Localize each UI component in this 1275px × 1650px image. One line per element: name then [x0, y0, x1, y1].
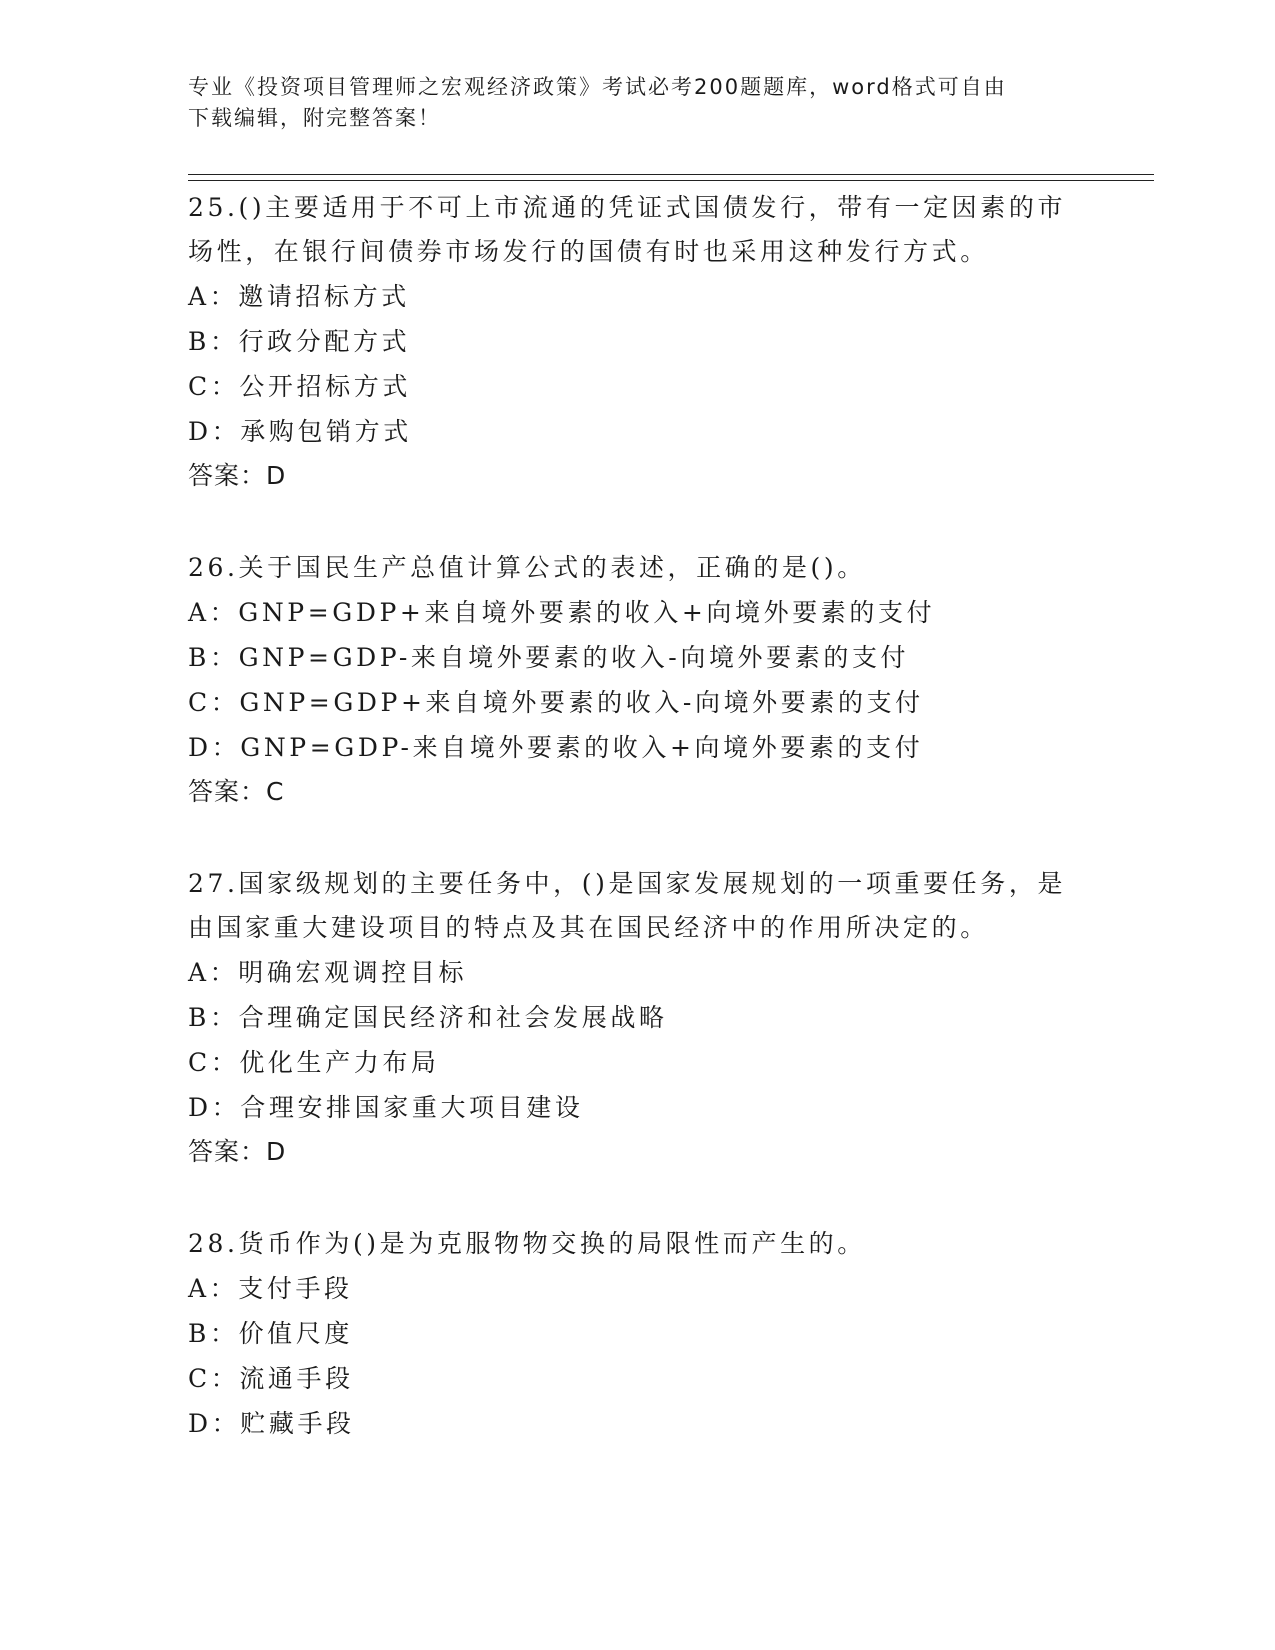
answer-line: 答案：D: [188, 1137, 287, 1166]
document-header: [188, 72, 1088, 134]
option-c: C：优化生产力布局: [188, 1048, 440, 1077]
question-stem-line: 25.()主要适用于不可上市流通的凭证式国债发行，带有一定因素的市: [188, 193, 1067, 222]
option-a: A：邀请招标方式: [188, 282, 410, 311]
question-stem-line: 由国家重大建设项目的特点及其在国民经济中的作用所决定的。: [188, 913, 989, 942]
question-25: [188, 186, 1088, 498]
header-line-1: 专业《投资项目管理师之宏观经济政策》考试必考200题题库，word格式可自由: [188, 75, 1007, 99]
header-divider-bottom: [188, 180, 1154, 181]
option-c: C：公开招标方式: [188, 372, 411, 401]
question-stem-line: 28.货币作为()是为克服物物交换的局限性而产生的。: [188, 1229, 866, 1258]
option-a: A：支付手段: [188, 1274, 353, 1303]
option-b: B：价值尺度: [188, 1319, 353, 1348]
header-line-2: 下载编辑，附完整答案！: [188, 106, 441, 130]
option-d: D：贮藏手段: [188, 1409, 355, 1438]
question-27: [188, 862, 1088, 1174]
answer-line: 答案：C: [188, 777, 285, 806]
option-c: C：GNP=GDP+来自境外要素的收入-向境外要素的支付: [188, 688, 924, 717]
header-divider-top: [188, 174, 1154, 175]
question-28: [188, 1222, 1088, 1446]
question-stem-line: 26.关于国民生产总值计算公式的表述，正确的是()。: [188, 553, 866, 582]
option-b: B：合理确定国民经济和社会发展战略: [188, 1003, 668, 1032]
option-a: A：明确宏观调控目标: [188, 958, 468, 987]
option-d: D：GNP=GDP-来自境外要素的收入+向境外要素的支付: [188, 733, 924, 762]
option-d: D：合理安排国家重大项目建设: [188, 1093, 584, 1122]
option-c: C：流通手段: [188, 1364, 354, 1393]
question-list: [188, 186, 1088, 1494]
option-d: D：承购包销方式: [188, 417, 412, 446]
option-b: B：GNP=GDP-来自境外要素的收入-向境外要素的支付: [188, 643, 910, 672]
answer-line: 答案：D: [188, 461, 287, 490]
question-stem-line: 场性，在银行间债券市场发行的国债有时也采用这种发行方式。: [188, 237, 989, 266]
question-stem-line: 27.国家级规划的主要任务中，()是国家发展规划的一项重要任务，是: [188, 869, 1067, 898]
question-26: [188, 546, 1088, 814]
option-b: B：行政分配方式: [188, 327, 411, 356]
option-a: A：GNP=GDP+来自境外要素的收入+向境外要素的支付: [188, 598, 936, 627]
